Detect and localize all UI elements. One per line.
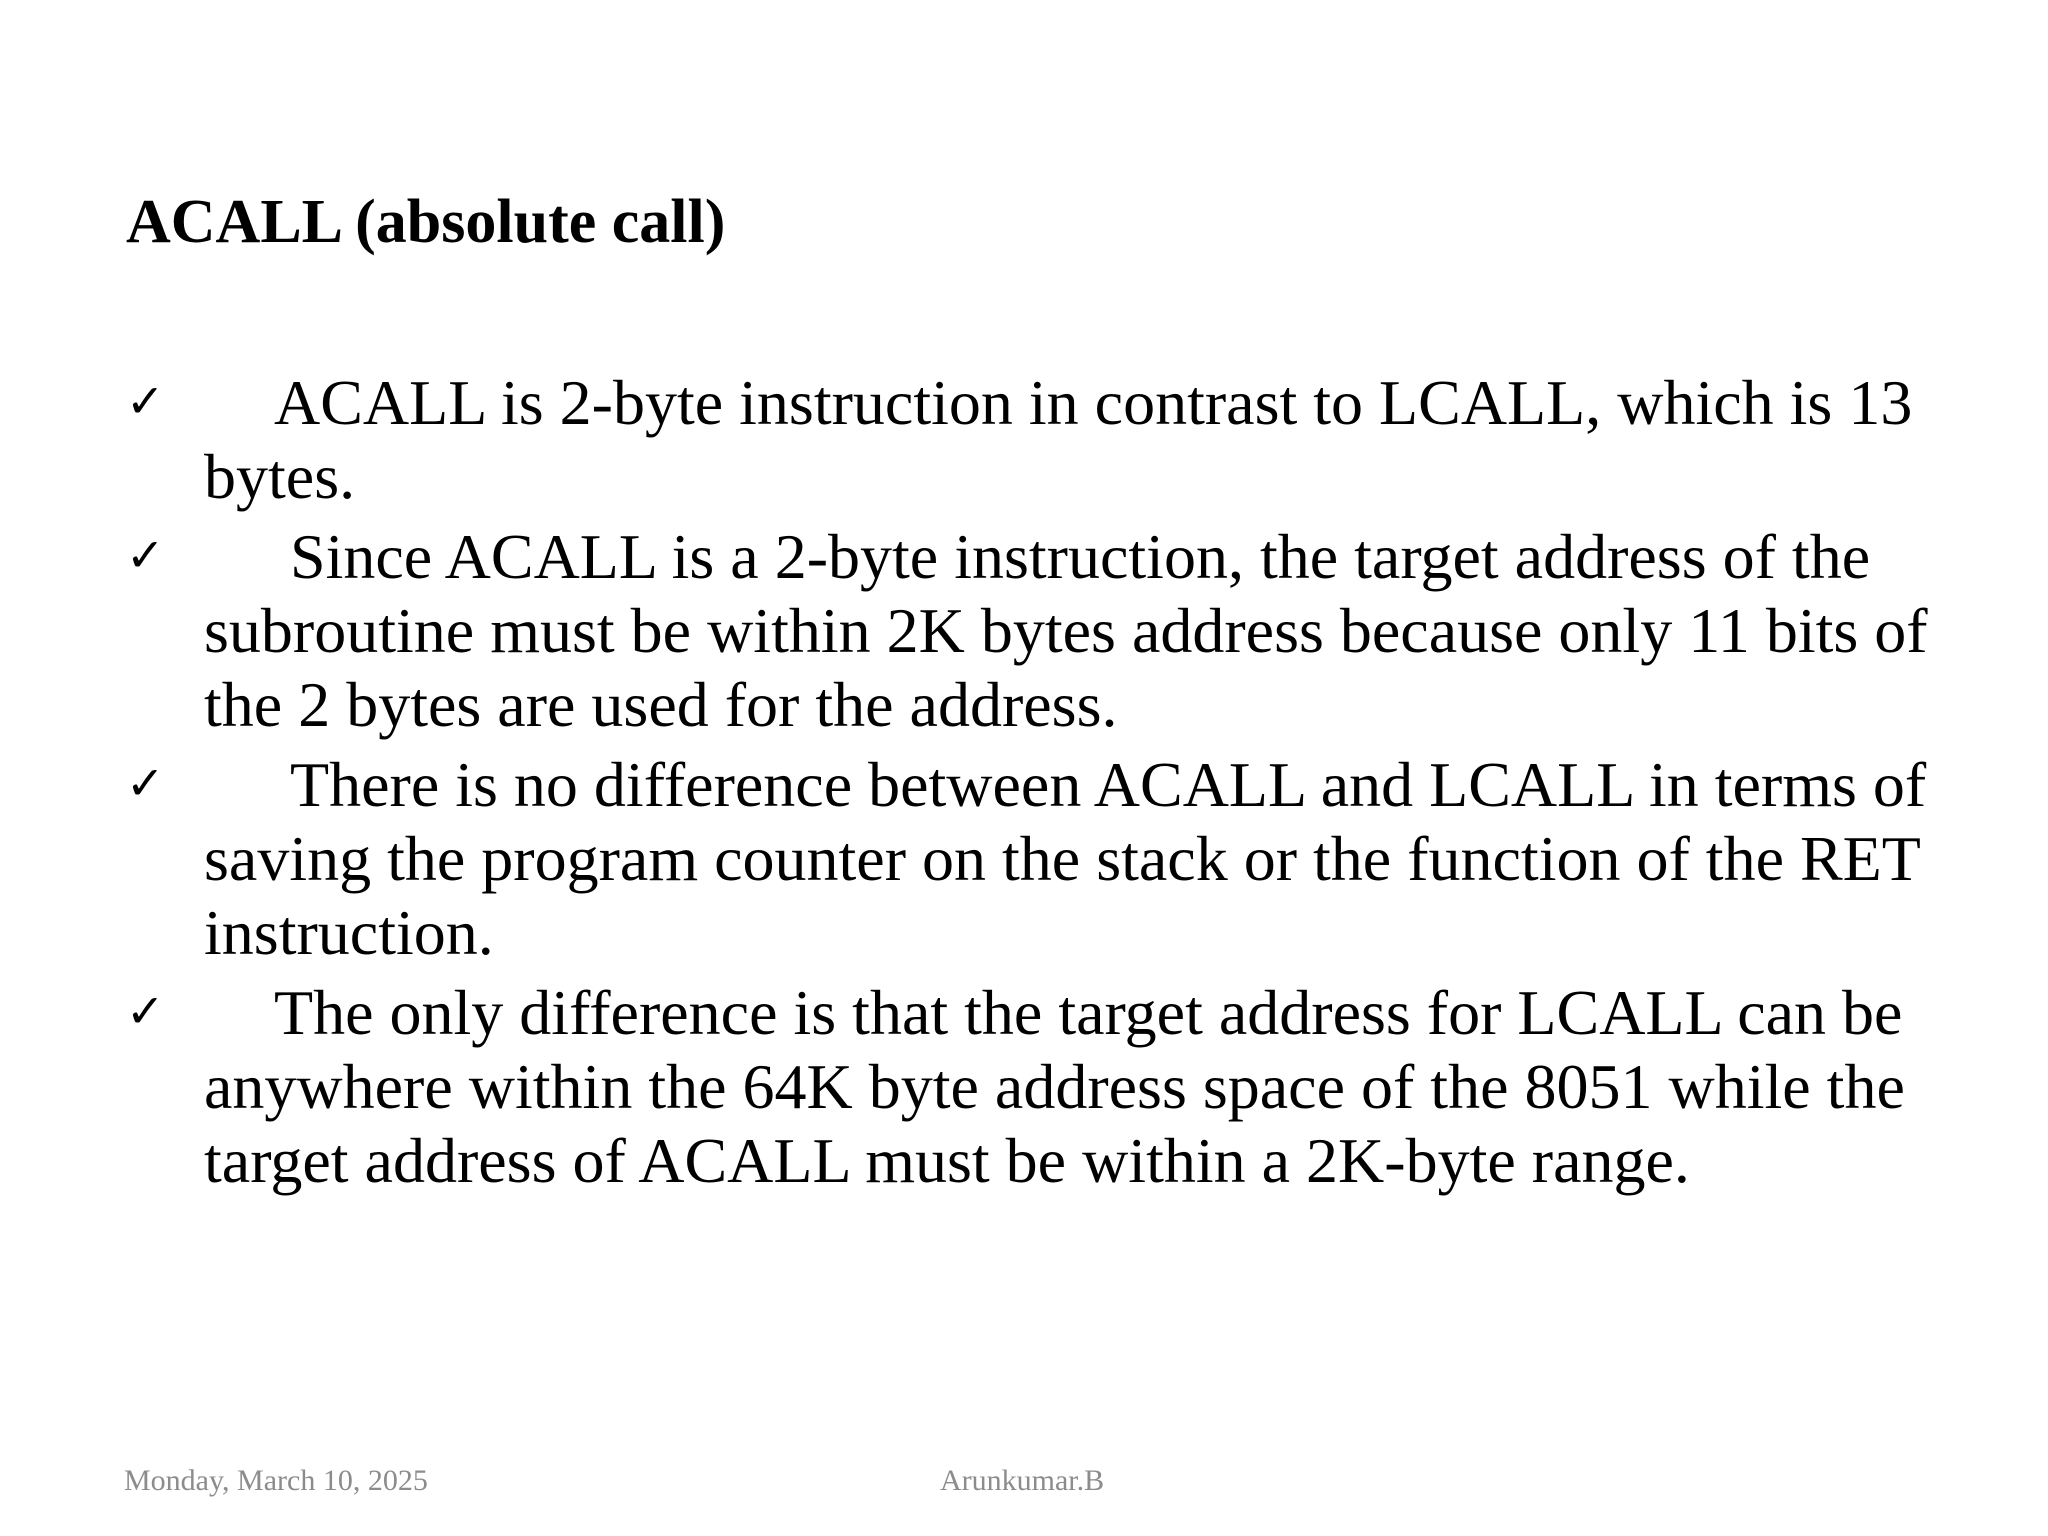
bullet-item bbox=[126, 366, 1946, 514]
checkmark-icon: ✓ bbox=[126, 756, 165, 810]
bullet-text: ACALL is 2-byte instruction in contrast to LCALL, which is 13 bytes. bbox=[204, 367, 1913, 512]
bullet-text: There is no difference between ACALL and LCALL in terms of saving the program counter on the stack or the function of the RET instruction. bbox=[204, 749, 1927, 968]
bullet-item bbox=[126, 748, 1946, 970]
checkmark-icon: ✓ bbox=[126, 374, 165, 428]
bullet-list bbox=[126, 366, 1946, 1204]
bullet-item bbox=[126, 976, 1946, 1198]
checkmark-icon: ✓ bbox=[126, 984, 165, 1038]
footer-author: Arunkumar.B bbox=[940, 1464, 1105, 1497]
bullet-text: Since ACALL is a 2-byte instruction, the target address of the subroutine must be within 2K bytes address because only 11 bits of the 2 bytes are used for the address. bbox=[204, 521, 1928, 740]
slide-title: ACALL (absolute call) bbox=[126, 188, 726, 256]
bullet-item bbox=[126, 520, 1946, 742]
footer-date: Monday, March 10, 2025 bbox=[124, 1464, 428, 1497]
checkmark-icon: ✓ bbox=[126, 528, 165, 582]
bullet-text: The only difference is that the target address for LCALL can be anywhere within the 64K byte address space of the 8051 while the target address of ACALL must be within a 2K-byte range. bbox=[204, 977, 1905, 1196]
